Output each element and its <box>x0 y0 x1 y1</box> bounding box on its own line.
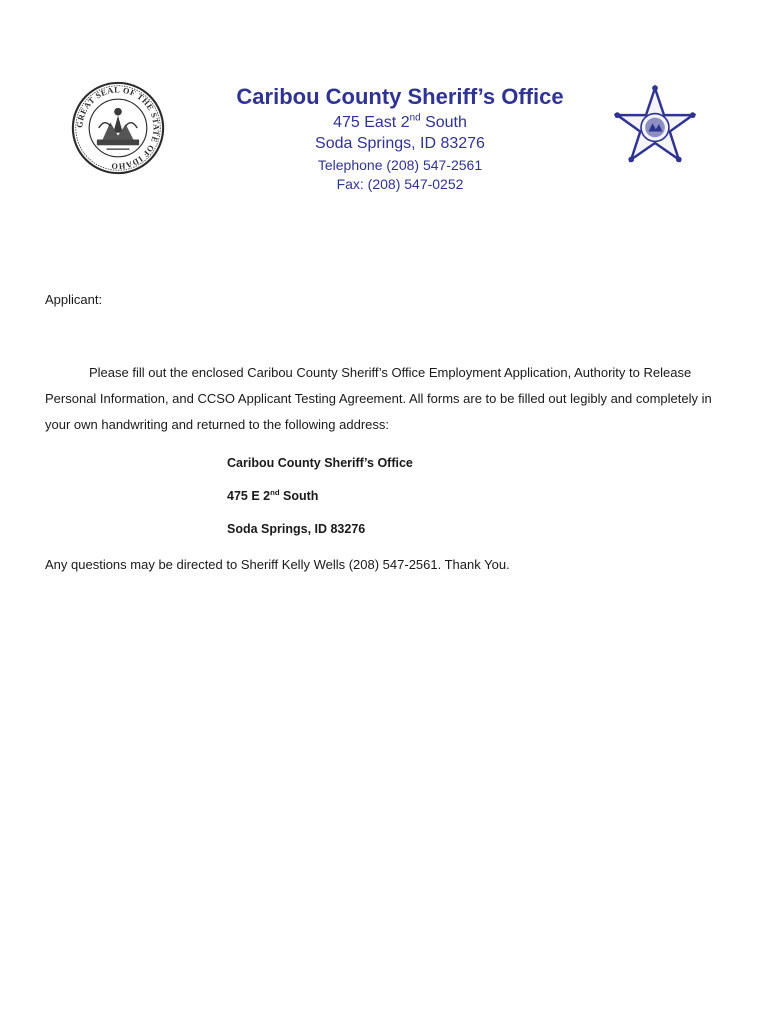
closing-line: Any questions may be directed to Sheriff Kelly Wells (208) 547-2561. Thank You. <box>45 557 510 572</box>
return-address-street: 475 E 2nd South <box>227 487 319 503</box>
state-seal-icon <box>70 80 166 176</box>
return-address-name: Caribou County Sheriff’s Office <box>227 456 413 470</box>
fax: Fax: (208) 547-0252 <box>336 176 464 192</box>
return-address-city: Soda Springs, ID 83276 <box>227 522 366 536</box>
seal-text: GREAT SEAL OF THE STATE OF IDAHO <box>75 85 161 171</box>
instructions-paragraph: Please fill out the enclosed Caribou County Sheriff’s Office Employment Application, Authority to Release Personal Information, and CCSO Applicant Testing Agreement. All forms are to be filled out legibly and completely in your own handwriting and returned to the following address: <box>45 365 712 432</box>
letterhead <box>200 84 600 194</box>
return-address <box>227 453 413 552</box>
office-title: Caribou County Sheriff’s Office <box>236 84 564 109</box>
street-address: 475 East 2nd South <box>333 112 467 131</box>
sheriff-star-badge-icon <box>614 84 696 166</box>
city-line: Soda Springs, ID 83276 <box>315 135 485 152</box>
applicant-label: Applicant: <box>45 292 103 307</box>
telephone: Telephone (208) 547-2561 <box>317 157 483 173</box>
